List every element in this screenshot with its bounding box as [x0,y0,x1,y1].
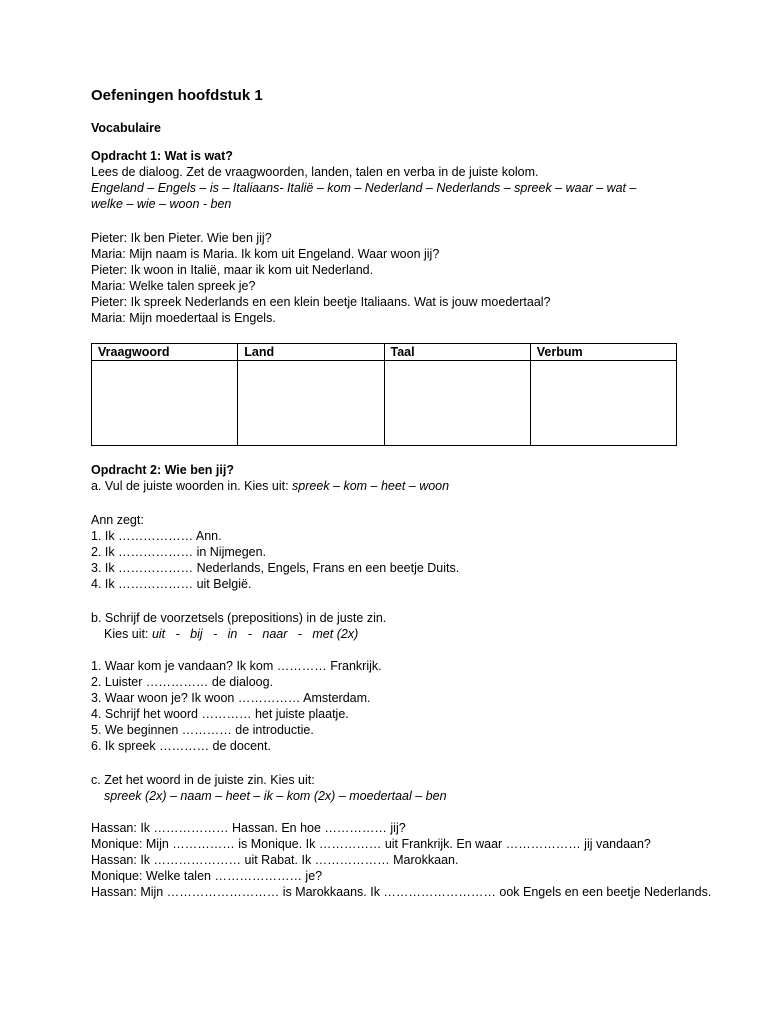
exercise-1-instruction: Lees de dialoog. Zet de vraagwoorden, landen, talen en verba in de juiste kolom. [91,165,539,179]
fill-in-item: 1. Ik ……………… Ann. [91,529,222,543]
ann-label: Ann zegt: [91,513,144,527]
dialogue-line: Maria: Welke talen spreek je? [91,279,256,293]
fill-in-item: 2. Luister …………… de dialoog. [91,675,274,689]
exercise-2b-choices: uit - bij - in - naar - met (2x) [151,627,359,641]
column-header-land: Land [238,344,384,361]
answer-cell-verbum[interactable] [530,361,676,446]
fill-in-item: 5. We beginnen ………… de introductie. [91,723,314,737]
fill-in-item: Hassan: Ik ………………… uit Rabat. Ik ……………… Marokkaan. [91,853,459,867]
dialogue-line: Maria: Mijn moedertaal is Engels. [91,311,276,325]
fill-in-item: 6. Ik spreek ………… de docent. [91,739,271,753]
exercise-2a-choices: spreek – kom – heet – woon [292,479,450,493]
fill-in-item: 3. Ik ……………… Nederlands, Engels, Frans en een beetje Duits. [91,561,460,575]
exercise-1-wordlist-line-1: Engeland – Engels – is – Italiaans- Italië – kom – Nederland – Nederlands – spreek – waar – wat – [91,181,637,195]
document-title: Oefeningen hoofdstuk 1 [91,87,263,104]
exercise-1-wordlist-line-2: welke – wie – woon - ben [91,197,232,211]
column-header-taal: Taal [384,344,530,361]
exercise-2-heading: Opdracht 2: Wie ben jij? [91,463,234,477]
exercise-2c-choices: spreek (2x) – naam – heet – ik – kom (2x) – moedertaal – ben [104,789,447,803]
dialogue-line: Pieter: Ik spreek Nederlands en een klein beetje Italiaans. Wat is jouw moedertaal? [91,295,551,309]
fill-in-item: 4. Ik ……………… uit België. [91,577,252,591]
fill-in-item: Monique: Mijn …………… is Monique. Ik …………… uit Frankrijk. En waar ……………… jij vandaan? [91,837,651,851]
exercise-2b-instruction: b. Schrijf de voorzetsels (prepositions) in de juste zin. [91,611,387,625]
fill-in-item: 2. Ik ……………… in Nijmegen. [91,545,267,559]
dialogue-line: Maria: Mijn naam is Maria. Ik kom uit Engeland. Waar woon jij? [91,247,440,261]
fill-in-item: 3. Waar woon je? Ik woon …………… Amsterdam. [91,691,371,705]
dialogue-line: Pieter: Ik woon in Italië, maar ik kom uit Nederland. [91,263,374,277]
answer-cell-land[interactable] [238,361,384,446]
exercise-2c-instruction: c. Zet het woord in de juiste zin. Kies uit: [91,773,315,787]
word-sort-table [91,343,677,446]
fill-in-item: Hassan: Ik ……………… Hassan. En hoe …………… jij? [91,821,406,835]
exercise-2a-instruction [91,478,449,494]
section-heading: Vocabulaire [91,121,161,135]
answer-cell-taal[interactable] [384,361,530,446]
fill-in-item: 1. Waar kom je vandaan? Ik kom ………… Frankrijk. [91,659,382,673]
exercise-2a-text: a. Vul de juiste woorden in. Kies uit: [91,479,293,493]
exercise-1-heading: Opdracht 1: Wat is wat? [91,149,233,163]
fill-in-item: Hassan: Mijn ……………………… is Marokkaans. Ik ……………………… ook Engels en een beetje Nederlands. [91,885,712,899]
column-header-vraagwoord: Vraagwoord [92,344,238,361]
answer-cell-vraagwoord[interactable] [92,361,238,446]
fill-in-item: 4. Schrijf het woord ………… het juiste plaatje. [91,707,349,721]
fill-in-item: Monique: Welke talen ………………… je? [91,869,323,883]
exercise-2b-choose-label: Kies uit: [104,627,152,641]
column-header-verbum: Verbum [530,344,676,361]
dialogue-line: Pieter: Ik ben Pieter. Wie ben jij? [91,231,272,245]
exercise-2b-choices-line [91,626,358,642]
